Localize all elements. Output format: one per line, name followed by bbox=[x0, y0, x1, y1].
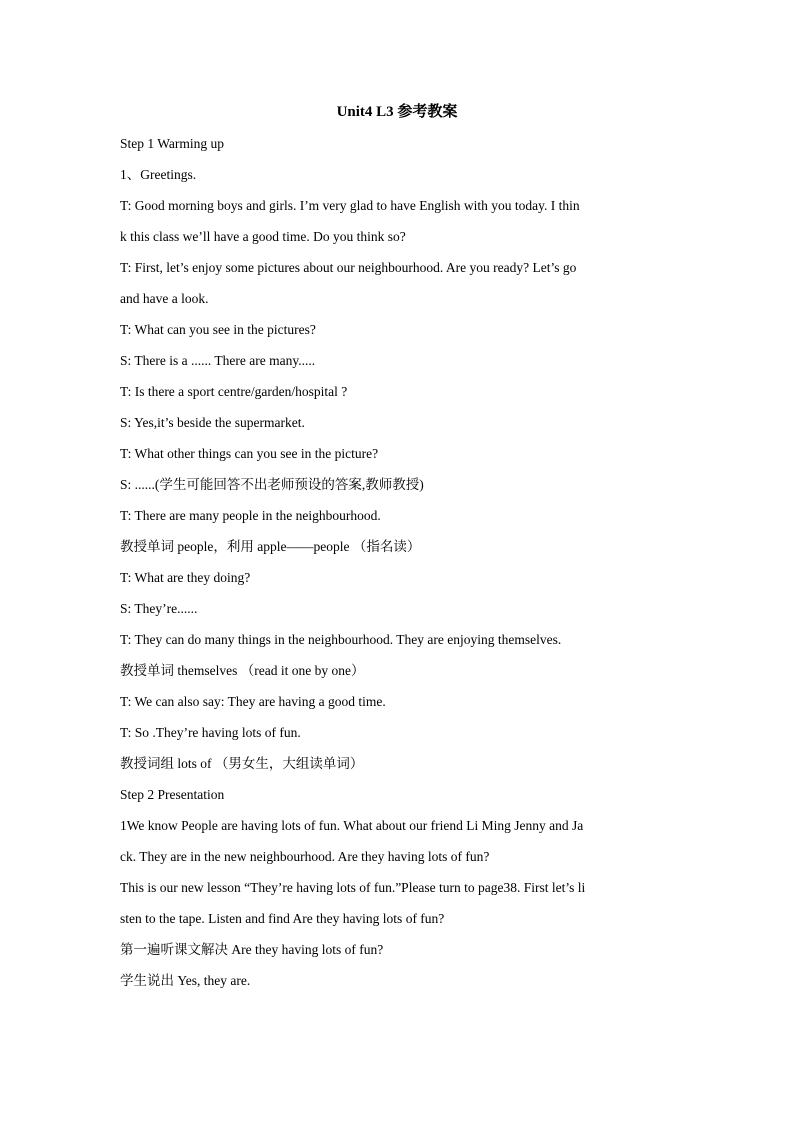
text-line: k this class we’ll have a good time. Do you think so? bbox=[120, 229, 406, 244]
text-line: S: There is a ...... There are many..... bbox=[120, 353, 316, 368]
document-body bbox=[120, 133, 676, 1001]
text-line: Step 2 Presentation bbox=[120, 787, 225, 802]
text-line: T: What other things can you see in the picture? bbox=[120, 446, 379, 461]
text-line: 1We know People are having lots of fun. What about our friend Li Ming Jenny and Ja bbox=[120, 818, 584, 833]
text-line: 教授单词 themselves （read it one by one） bbox=[120, 663, 365, 678]
text-line: S: They’re...... bbox=[120, 601, 198, 616]
text-line: 教授单词 people，利用 apple——people （指名读） bbox=[120, 539, 421, 554]
text-line: sten to the tape. Listen and find Are they having lots of fun? bbox=[120, 911, 445, 926]
text-line: T: There are many people in the neighbourhood. bbox=[120, 508, 381, 523]
text-line: 1、Greetings. bbox=[120, 167, 197, 182]
text-line: T: What can you see in the pictures? bbox=[120, 322, 316, 337]
text-line: T: Good morning boys and girls. I’m very glad to have English with you today. I thin bbox=[120, 198, 580, 213]
text-line: T: First, let’s enjoy some pictures about our neighbourhood. Are you ready? Let’s go bbox=[120, 260, 577, 275]
text-line: 教授词组 lots of （男女生，大组读单词） bbox=[120, 756, 364, 771]
text-line: S: ......(学生可能回答不出老师预设的答案,教师教授) bbox=[120, 477, 424, 492]
text-line: and have a look. bbox=[120, 291, 209, 306]
text-line: 学生说出 Yes, they are. bbox=[120, 973, 251, 988]
text-line: T: Is there a sport centre/garden/hospital ? bbox=[120, 384, 348, 399]
text-line: Step 1 Warming up bbox=[120, 136, 225, 151]
text-line: T: We can also say: They are having a good time. bbox=[120, 694, 386, 709]
text-line: T: What are they doing? bbox=[120, 570, 251, 585]
document-title: Unit4 L3 参考教案 bbox=[336, 104, 458, 120]
text-line: T: They can do many things in the neighbourhood. They are enjoying themselves. bbox=[120, 632, 562, 647]
text-line: This is our new lesson “They’re having lots of fun.”Please turn to page38. First let’s li bbox=[120, 880, 586, 895]
text-line: S: Yes,it’s beside the supermarket. bbox=[120, 415, 305, 430]
text-line: ck. They are in the new neighbourhood. Are they having lots of fun? bbox=[120, 849, 490, 864]
text-line: T: So .They’re having lots of fun. bbox=[120, 725, 301, 740]
text-line: 第一遍听课文解决 Are they having lots of fun? bbox=[120, 942, 384, 957]
